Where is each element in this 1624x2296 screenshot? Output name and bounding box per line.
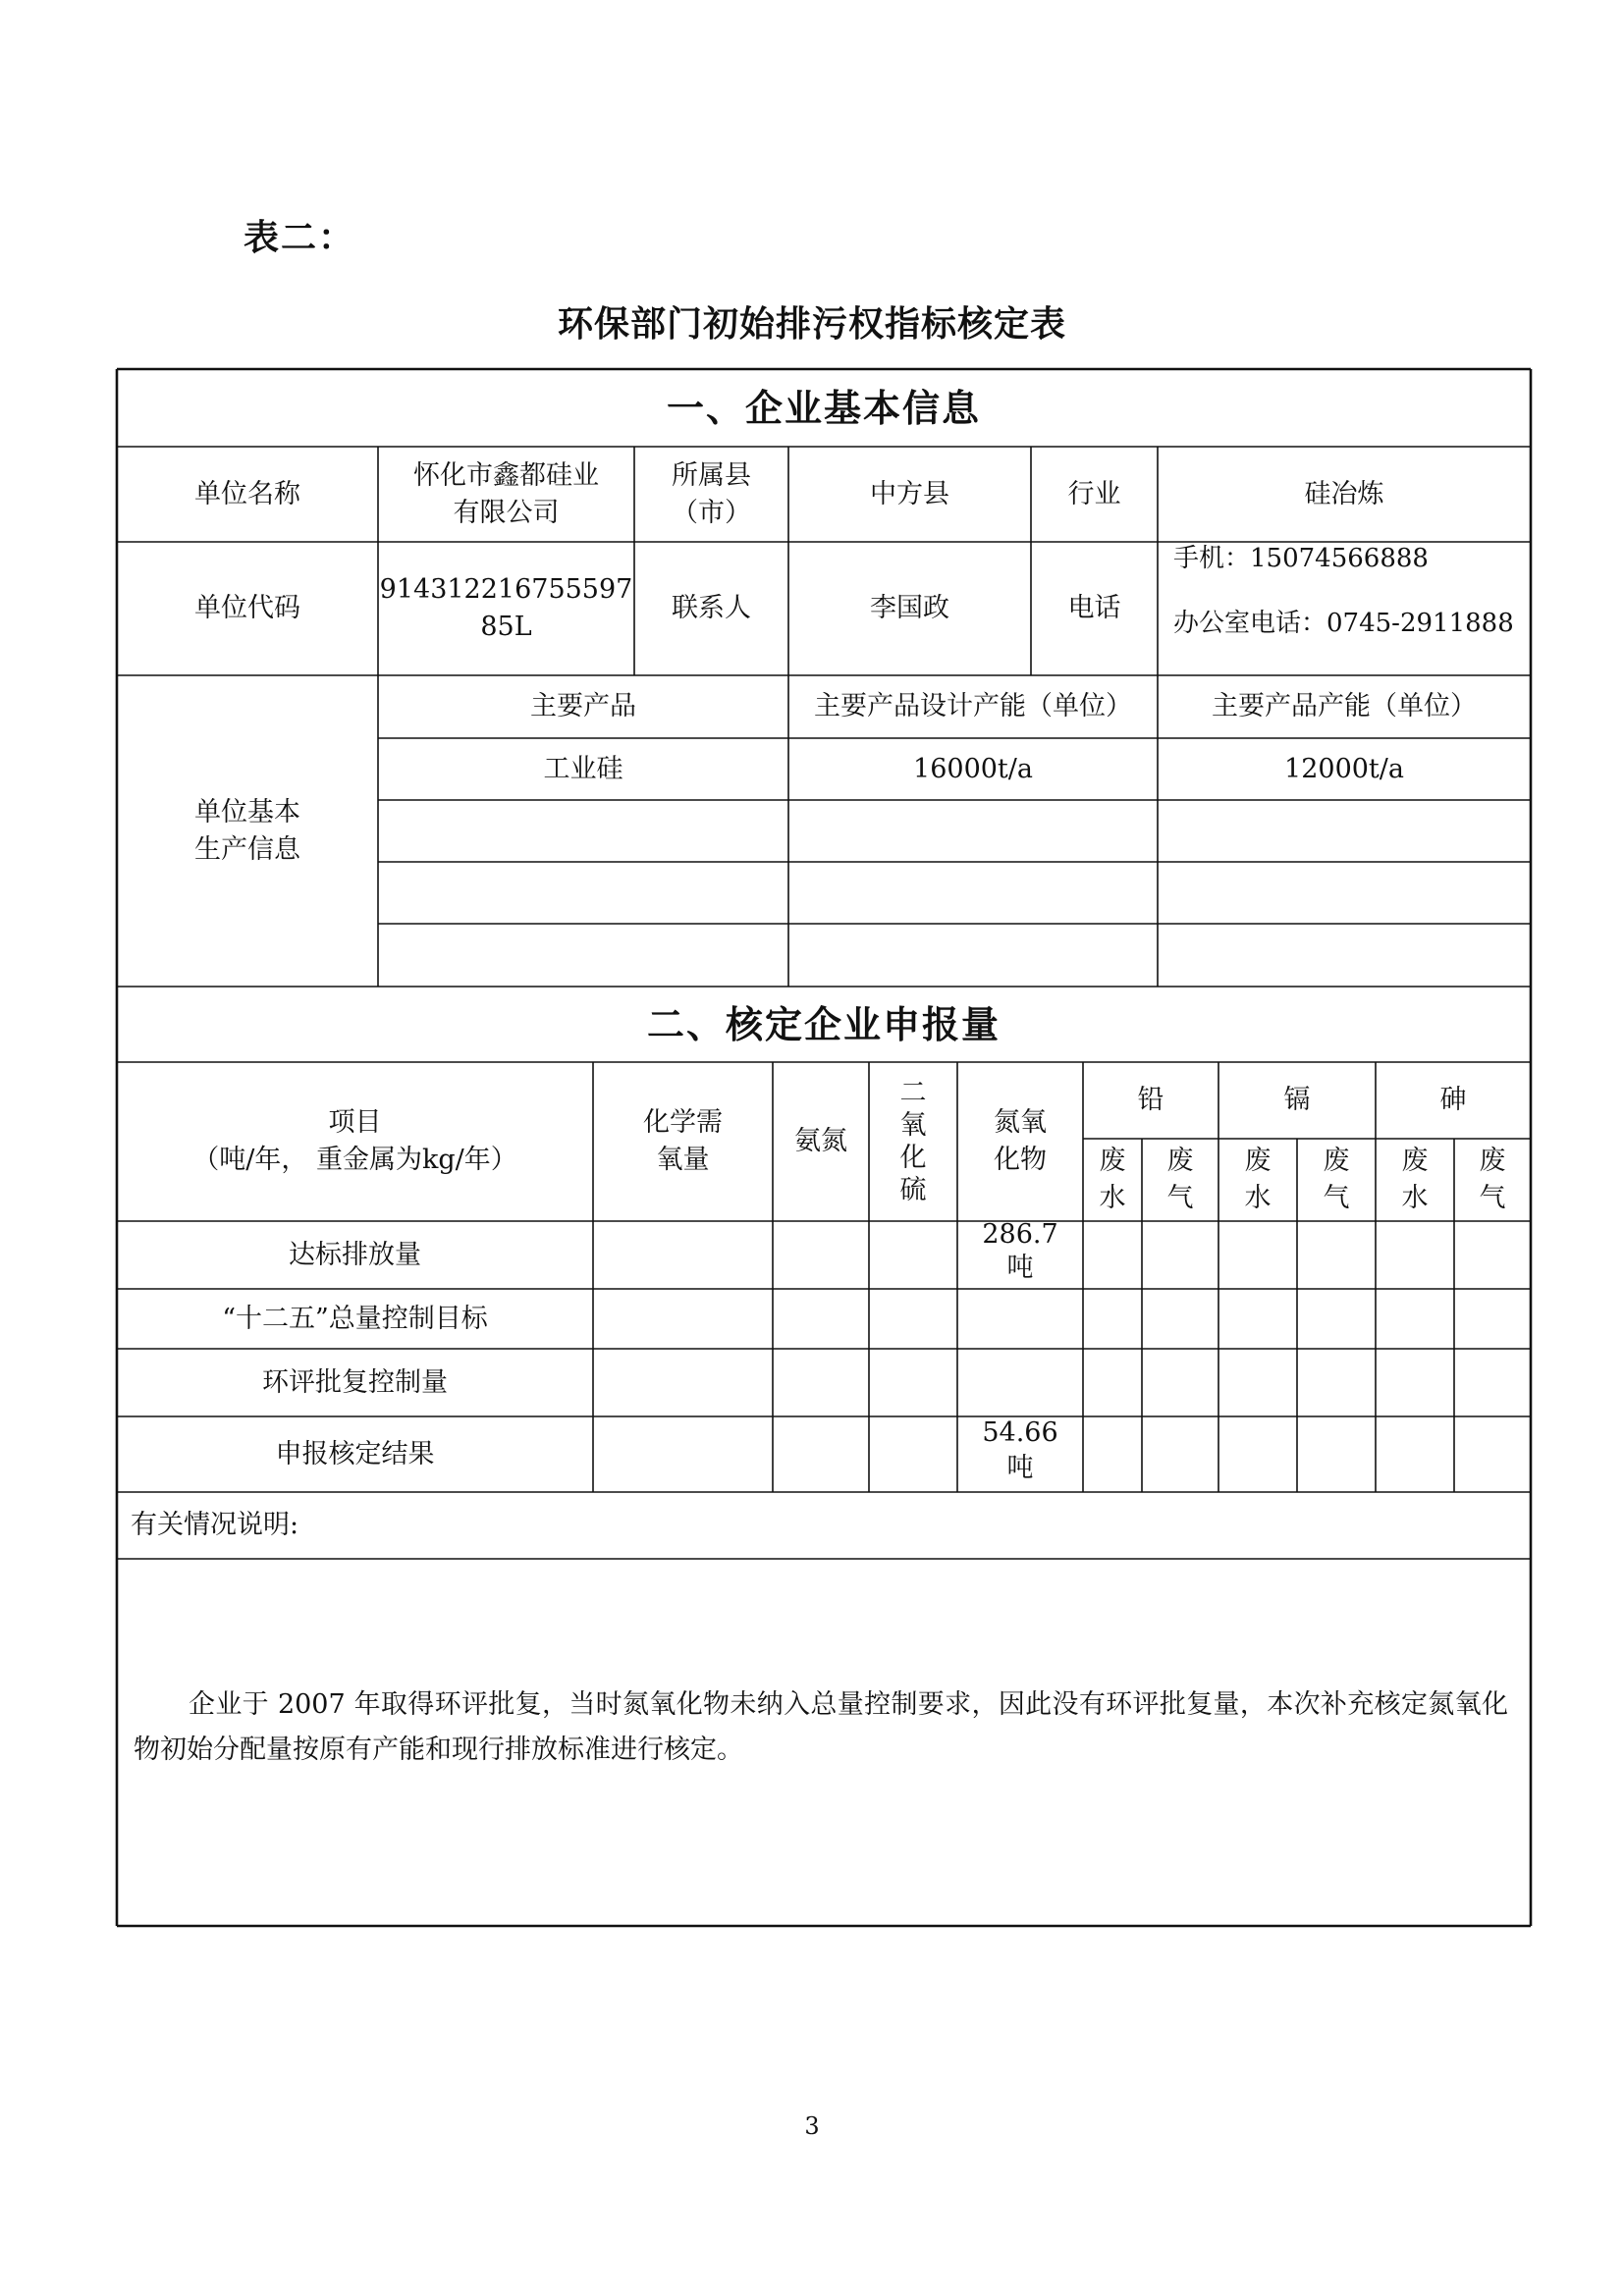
production-info-line1: 单位基本 bbox=[194, 796, 300, 828]
so2-char: 硫 bbox=[899, 1175, 927, 1205]
item-header-line2: （吨/年， 重金属为kg/年） bbox=[192, 1145, 517, 1175]
lead-wastewater-header bbox=[1083, 1139, 1142, 1221]
sub-header-char: 废 bbox=[1099, 1146, 1126, 1176]
nox-unit: 吨 bbox=[1006, 1252, 1034, 1283]
document-title: 环保部门初始排污权指标核定表 bbox=[557, 303, 1066, 345]
nox-standard-emission bbox=[957, 1213, 1083, 1289]
section-basic-info-title: 一、企业基本信息 bbox=[666, 385, 981, 430]
cod-header-line1: 化学需 bbox=[643, 1107, 723, 1138]
row-label-declared-result: 申报核定结果 bbox=[275, 1438, 435, 1469]
unit-code-value bbox=[378, 542, 634, 675]
county-label-line2: （市） bbox=[672, 497, 751, 528]
nox-header-line2: 化物 bbox=[994, 1145, 1047, 1175]
nox-unit: 吨 bbox=[1006, 1453, 1034, 1483]
phone-label: 电话 bbox=[1067, 593, 1121, 623]
so2-header bbox=[869, 1062, 957, 1221]
cadmium-header: 镉 bbox=[1283, 1085, 1311, 1115]
nox-header-line1: 氮氧 bbox=[994, 1107, 1047, 1138]
prod-row-product: 工业硅 bbox=[543, 753, 623, 784]
arsenic-wastewater-header bbox=[1376, 1139, 1454, 1221]
page-number: 3 bbox=[804, 2112, 820, 2140]
nox-value: 286.7 bbox=[982, 1218, 1058, 1250]
sub-header-char: 废 bbox=[1166, 1146, 1194, 1176]
ammonia-header: 氨氮 bbox=[794, 1126, 847, 1156]
nox-header bbox=[957, 1062, 1083, 1221]
sub-header-char: 水 bbox=[1244, 1183, 1272, 1213]
production-info-line2: 生产信息 bbox=[194, 833, 300, 865]
sub-header-char: 水 bbox=[1099, 1183, 1126, 1213]
prod-row-design-capacity: 16000t/a bbox=[913, 753, 1033, 784]
unit-name-value bbox=[378, 447, 634, 542]
section-declared-amount-title: 二、核定企业申报量 bbox=[646, 1001, 1001, 1046]
unit-name-label: 单位名称 bbox=[194, 478, 300, 509]
arsenic-header: 砷 bbox=[1439, 1085, 1467, 1115]
sub-header-char: 废 bbox=[1244, 1146, 1272, 1176]
cod-header-line2: 氧量 bbox=[656, 1145, 710, 1175]
prod-row-capacity: 12000t/a bbox=[1284, 753, 1404, 784]
sub-header-char: 废 bbox=[1479, 1146, 1506, 1176]
notes-label: 有关情况说明: bbox=[131, 1510, 299, 1540]
production-info-label bbox=[117, 675, 378, 987]
row-label-five-year-target: “十二五”总量控制目标 bbox=[222, 1303, 488, 1334]
sub-header-char: 气 bbox=[1323, 1183, 1350, 1213]
sub-header-char: 气 bbox=[1479, 1183, 1506, 1213]
nox-value: 54.66 bbox=[982, 1417, 1058, 1448]
lead-header: 铅 bbox=[1137, 1085, 1164, 1115]
county-value: 中方县 bbox=[870, 478, 949, 509]
unit-code-line2: 85L bbox=[480, 612, 532, 642]
cadmium-waste-gas-header bbox=[1297, 1139, 1376, 1221]
mobile-number: 手机：15074566888 bbox=[1173, 544, 1429, 573]
lead-waste-gas-header bbox=[1142, 1139, 1218, 1221]
prod-header-capacity: 主要产品产能（单位） bbox=[1212, 691, 1477, 721]
contact-value: 李国政 bbox=[870, 593, 949, 623]
phone-value bbox=[1173, 542, 1531, 675]
sub-header-char: 废 bbox=[1401, 1146, 1429, 1176]
item-header-line1: 项目 bbox=[328, 1107, 382, 1138]
unit-code-line1: 914312216755597 bbox=[379, 574, 633, 605]
so2-char: 二 bbox=[899, 1078, 927, 1108]
cadmium-wastewater-header bbox=[1218, 1139, 1297, 1221]
unit-name-line2: 有限公司 bbox=[453, 497, 560, 528]
row-label-standard-emission: 达标排放量 bbox=[289, 1239, 421, 1270]
nox-declared-result bbox=[957, 1410, 1083, 1492]
cod-header bbox=[593, 1062, 773, 1221]
prod-header-design-capacity: 主要产品设计产能（单位） bbox=[814, 691, 1132, 721]
notes-text: 企业于 2007 年取得环评批复，当时氮氧化物未纳入总量控制要求，因此没有环评批复量，本次补充核定氮氧化物初始分配量按原有产能和现行排放标准进行核定。 bbox=[134, 1689, 1508, 1765]
contact-label: 联系人 bbox=[672, 593, 751, 623]
industry-label: 行业 bbox=[1067, 478, 1121, 509]
arsenic-waste-gas-header bbox=[1454, 1139, 1531, 1221]
unit-code-label: 单位代码 bbox=[194, 593, 300, 623]
unit-name-line1: 怀化市鑫都硅业 bbox=[413, 459, 599, 491]
county-label-line1: 所属县 bbox=[672, 459, 751, 491]
sub-header-char: 气 bbox=[1166, 1183, 1194, 1213]
row-label-eia-control: 环评批复控制量 bbox=[262, 1366, 448, 1398]
sub-header-char: 废 bbox=[1323, 1146, 1350, 1176]
county-label bbox=[634, 447, 788, 542]
office-phone: 办公室电话：0745-2911888 bbox=[1173, 609, 1514, 638]
item-header bbox=[117, 1062, 593, 1221]
industry-value: 硅冶炼 bbox=[1304, 478, 1384, 509]
so2-char: 化 bbox=[899, 1143, 927, 1173]
so2-char: 氧 bbox=[899, 1110, 927, 1141]
sub-header-char: 水 bbox=[1401, 1183, 1429, 1213]
table-number-heading: 表二： bbox=[244, 217, 356, 258]
prod-header-product: 主要产品 bbox=[530, 691, 636, 721]
